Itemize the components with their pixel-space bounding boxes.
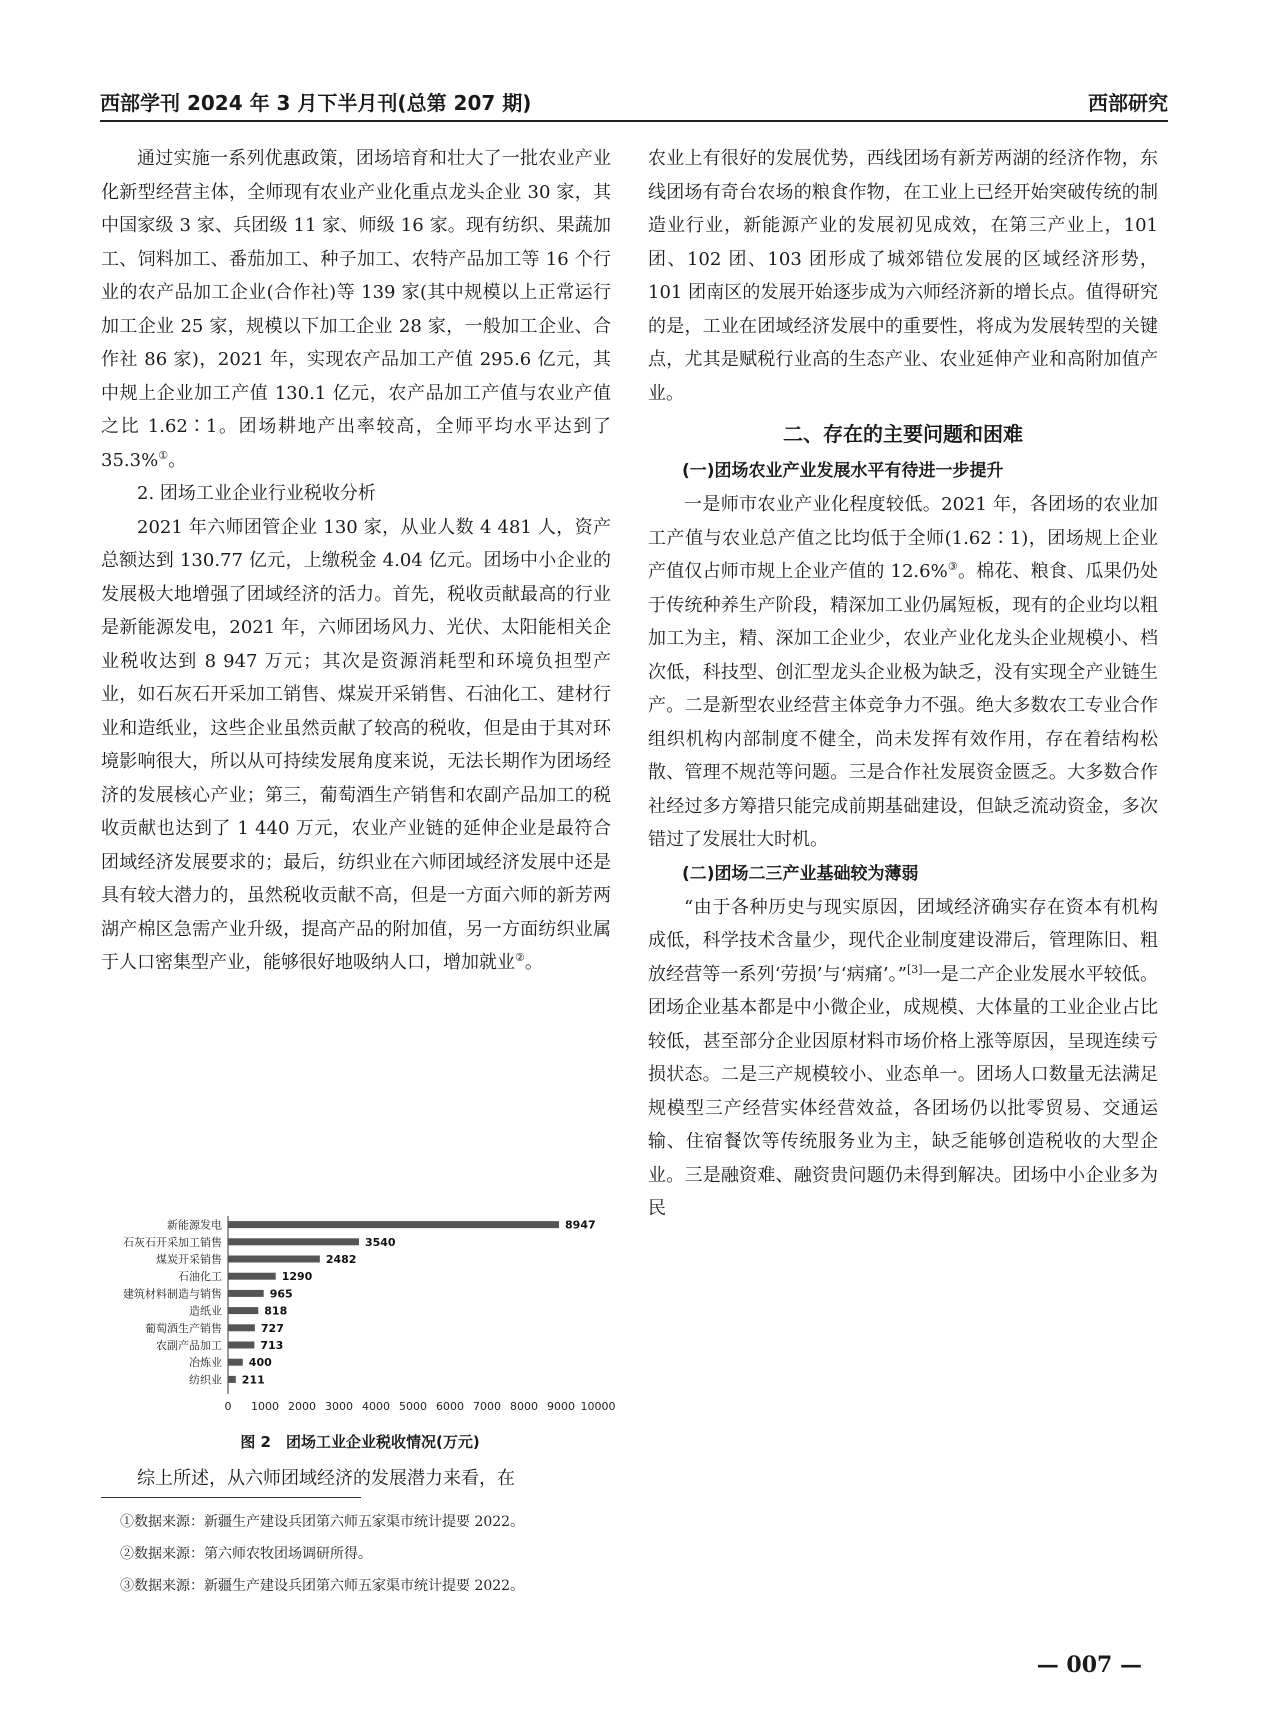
x-tick-label: 5000 — [399, 1400, 427, 1413]
page-header — [100, 86, 1168, 122]
figure-caption: 图 2 团场工业企业税收情况(万元) — [240, 1433, 480, 1451]
category-label: 煤炭开采销售 — [156, 1253, 222, 1266]
bar — [228, 1221, 559, 1228]
x-tick-label: 10000 — [580, 1400, 616, 1413]
data-label: 2482 — [325, 1253, 357, 1266]
paragraph: 农业上有很好的发展优势，西线团场有新芳两湖的经济作物，东线团场有奇台农场的粮食作物，在工业上已经开始突破传统的制造业行业，新能源产业的发展初见成效，在第三产业上，101 团、102 团、103 团形成了城郊错位发展的区域经济形势，101 团南区的发展开始逐步成为六师经济新的增长点。值得研究的是，工业在团域经济发展中的重要性，将成为发展转型的关键点，尤其是赋税行业高的生态产业、农业延伸产业和高附加值产业。 — [648, 148, 1158, 404]
data-label: 965 — [269, 1287, 293, 1301]
footnote-ref: ③ — [947, 560, 958, 573]
footnote: ②数据来源：第六师农牧团场调研所得。 — [120, 1546, 372, 1562]
bar — [228, 1273, 276, 1280]
paragraph: “由于各种历史与现实原因，团域经济确实存在资本有机构成低，科学技术含量少，现代企业制度建设滞后，管理陈旧、粗放经营等一系列‘劳损’与‘病痛’。”[3]一是二产企业发展水平较低。团场企业基本都是中小微企业，成规模、大体量的工业企业占比较低，甚至部分企业因原材料市场价格上涨等原因，呈现连续亏损状态。二是三产规模较小、业态单一。团场人口数量无法满足规模型三产经营实体经营效益，各团场仍以批零贸易、交通运输、住宿餐饮等传统服务业为主，缺乏能够创造税收的大型企业。三是融资难、融资贵问题仍未得到解决。团场中小企业多为民 — [648, 896, 1158, 1219]
subheading-tax: 2. 团场工业企业行业税收分析 — [137, 483, 376, 504]
x-tick-label: 0 — [224, 1400, 232, 1413]
bar — [228, 1376, 236, 1383]
subsection-heading: (一)团场农业产业发展水平有待进一步提升 — [682, 461, 1004, 481]
footnote-ref: ① — [158, 448, 169, 462]
tax-bar-chart — [100, 1212, 620, 1427]
x-tick-label: 8000 — [510, 1400, 538, 1413]
data-label: 3540 — [364, 1235, 396, 1249]
paragraph: 2021 年六师团管企业 130 家，从业人数 4 481 人，资产总额达到 130.77 亿元，上缴税金 4.04 亿元。团场中小企业的发展极大地增强了团域经济的活力。首先，税收贡献最高的行业是新能源发电，2021 年，六师团场风力、光伏、太阳能相关企业税收达到 8 947 万元；其次是资源消耗型和环境负担型产业，如石灰石开采加工销售、煤炭开采销售、石油化工、建材行业和造纸业，这些企业虽然贡献了较高的税收，但是由于其对环境影响很大，所以从可持续发展角度来说，无法长期作为团场经济的发展核心产业；第三，葡萄酒生产销售和农副产品加工的税收贡献也达到了 1 440 万元，农业产业链的延伸企业是最符合团域经济发展要求的；最后，纺织业在六师团域经济发展中还是具有较大潜力的，虽然税收贡献不高，但是一方面六师的新芳两湖产棉区急需产业升级，提高产品的附加值，另一方面纺织业属于人口密集型产业，能够很好地吸纳人口，增加就业②。 — [101, 516, 611, 973]
x-tick-label: 7000 — [473, 1400, 501, 1413]
bar — [228, 1238, 359, 1245]
footnote: ③数据来源：新疆生产建设兵团第六师五家渠市统计提要 2022。 — [120, 1578, 525, 1594]
page-number: — 007 — — [1036, 1652, 1142, 1678]
bar — [228, 1290, 264, 1297]
category-label: 石灰石开采加工销售 — [123, 1235, 222, 1249]
right-column — [648, 142, 1158, 1226]
citation-ref: [3] — [906, 962, 923, 976]
paragraph: 通过实施一系列优惠政策，团场培育和壮大了一批农业产业化新型经营主体，全师现有农业产业化重点龙头企业 30 家，其中国家级 3 家、兵团级 11 家、师级 16 家。现有纺织、果蔬加工、饲料加工、番茄加工、种子加工、农特产品加工等 16 个行业的农产品加工企业(合作社)等 139 家(其中规模以上正常运行加工企业 25 家，规模以下加工企业 28 家，一般加工企业、合作社 86 家)，2021 年，实现农产品加工产值 295.6 亿元，其中规上企业加工产值 130.1 亿元，农产品加工产值与农业产值之比 1.62∶1。团场耕地产出率较高，全师平均水平达到了 35.3%①。 — [101, 148, 611, 471]
bar — [228, 1324, 255, 1331]
bar — [228, 1307, 258, 1314]
category-label: 农副产品加工 — [156, 1339, 222, 1352]
category-label: 纺织业 — [189, 1373, 222, 1387]
section-title: 西部研究 — [1088, 91, 1168, 115]
footnotes — [120, 1506, 524, 1602]
bar — [228, 1256, 320, 1263]
x-tick-label: 4000 — [362, 1400, 390, 1413]
data-label: 727 — [260, 1321, 284, 1335]
data-label: 8947 — [565, 1218, 596, 1232]
data-label: 713 — [260, 1339, 284, 1352]
footnote-ref: ② — [515, 951, 525, 964]
category-label: 石油化工 — [178, 1270, 222, 1284]
category-label: 冶炼业 — [189, 1356, 222, 1370]
category-label: 造纸业 — [189, 1304, 222, 1318]
left-column — [101, 142, 611, 980]
x-tick-label: 2000 — [288, 1400, 316, 1413]
tax-chart — [100, 1212, 620, 1502]
category-label: 葡萄酒生产销售 — [145, 1321, 222, 1335]
journal-title: 西部学刊 2024 年 3 月下半月刊(总第 207 期) — [100, 91, 532, 115]
category-label: 新能源发电 — [167, 1218, 222, 1232]
subsection-heading: (二)团场二三产业基础较为薄弱 — [682, 863, 919, 884]
data-label: 1290 — [281, 1270, 313, 1284]
x-tick-label: 6000 — [436, 1400, 464, 1413]
footnote-rule — [101, 1497, 361, 1498]
footnote: ①数据来源：新疆生产建设兵团第六师五家渠市统计提要 2022。 — [120, 1514, 525, 1530]
section-heading: 二、存在的主要问题和困难 — [783, 422, 1023, 446]
data-label: 211 — [241, 1373, 265, 1387]
paragraph: 一是师市农业产业化程度较低。2021 年，各团场的农业加工产值与农业总产值之比均低于全师(1.62∶1)，团场规上企业产值仅占师市规上企业产值的 12.6%③。棉花、粮食、瓜果仍处于传统种养生产阶段，精深加工业仍属短板，现有的企业均以粗加工为主，精、深加工企业少，农业产业化龙头企业规模小、档次低，科技型、创汇型龙头企业极为缺乏，没有实现全产业链生产。二是新型农业经营主体竞争力不强。绝大多数农工专业合作组织机构内部制度不健全，尚未发挥有效作用，存在着结构松散、管理不规范等问题。三是合作社发展资金匮乏。大多数合作社经过多方筹措只能完成前期基础建设，但缺乏流动资金，多次错过了发展壮大时机。 — [648, 494, 1158, 850]
x-tick-label: 1000 — [251, 1400, 279, 1413]
bar — [228, 1359, 243, 1366]
x-tick-label: 3000 — [325, 1400, 353, 1413]
x-tick-label: 9000 — [547, 1400, 575, 1413]
data-label: 818 — [264, 1304, 288, 1318]
category-label: 建筑材料制造与销售 — [123, 1287, 222, 1301]
bar — [228, 1342, 254, 1349]
paragraph: 综上所述，从六师团域经济的发展潜力来看，在 — [137, 1468, 515, 1489]
data-label: 400 — [248, 1356, 272, 1370]
